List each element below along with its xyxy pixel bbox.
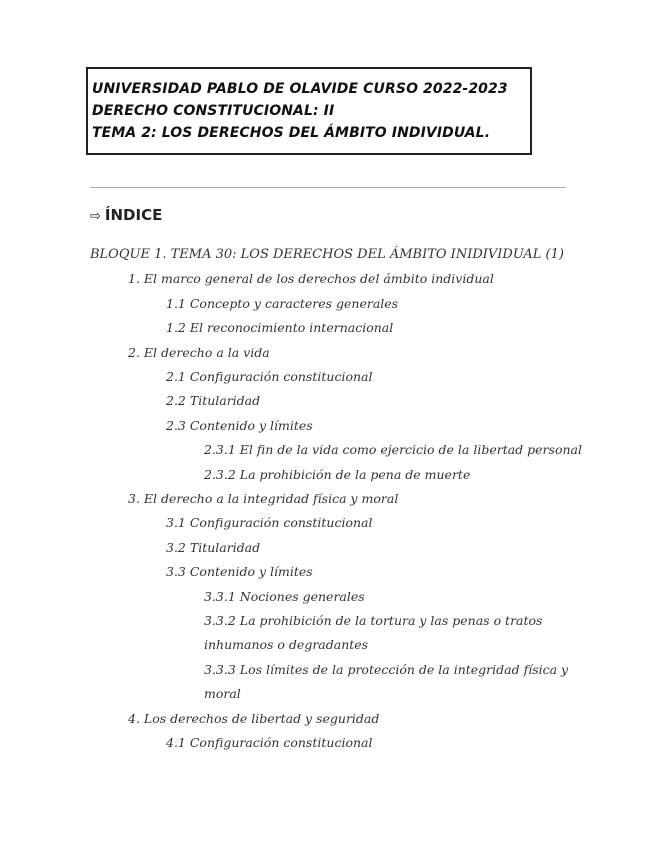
toc-entry-level-2: 1.2 El reconocimiento internacional (166, 320, 394, 336)
toc-entry-level-2: 2.2 Titularidad (166, 393, 261, 409)
toc-entry-level-2: 3.3 Contenido y límites (166, 564, 313, 580)
toc-entry-level-1: 2. El derecho a la vida (128, 344, 270, 360)
toc-entry-level-2: 3.1 Configuración constitucional (166, 515, 373, 531)
toc-entry-level-3: 3.3.3 Los límites de la protección de la integridad física y (204, 661, 569, 677)
toc-entry-level-3: 3.3.1 Nociones generales (204, 588, 365, 604)
index-heading (90, 206, 162, 224)
horizontal-divider (90, 187, 566, 188)
toc-entry-level-2: 1.1 Concepto y caracteres generales (166, 295, 399, 311)
toc-entry-level-3: 2.3.1 El fin de la vida como ejercicio de la libertad personal (204, 442, 582, 458)
toc-entry-level-2: 4.1 Configuración constitucional (166, 735, 373, 750)
toc-entry-level-3: 3.3.2 La prohibición de la tortura y las penas o tratos (204, 613, 543, 628)
toc-block-title: BLOQUE 1. TEMA 30: LOS DERECHOS DEL ÁMBITO INIDIVIDUAL (1) (90, 247, 564, 262)
index-title: ÍNDICE (104, 206, 163, 224)
toc-entry-level-2: 2.3 Contenido y límites (166, 417, 313, 433)
toc-entry-level-3: moral (204, 686, 241, 702)
toc-entry-level-1: 4. Los derechos de libertad y seguridad (128, 710, 380, 726)
header-university: UNIVERSIDAD PABLO DE OLAVIDE CURSO 2022-2023 (92, 81, 508, 97)
toc-entry-level-2: 3.2 Titularidad (166, 539, 261, 555)
toc-entry-level-2: 2.1 Configuración constitucional (166, 369, 373, 384)
toc-entry-level-1: 3. El derecho a la integridad física y moral (128, 491, 399, 506)
header-topic: TEMA 2: LOS DERECHOS DEL ÁMBITO INDIVIDUAL. (92, 125, 491, 141)
header-subject: DERECHO CONSTITUCIONAL: II (92, 103, 335, 119)
toc-entry-level-3: 2.3.2 La prohibición de la pena de muerte (204, 466, 471, 482)
arrow-right-icon: ⇨ (90, 209, 101, 224)
toc-entry-level-1: 1. El marco general de los derechos del ámbito individual (128, 271, 494, 287)
toc-entry-level-3: inhumanos o degradantes (204, 637, 369, 653)
document-header (86, 67, 532, 155)
